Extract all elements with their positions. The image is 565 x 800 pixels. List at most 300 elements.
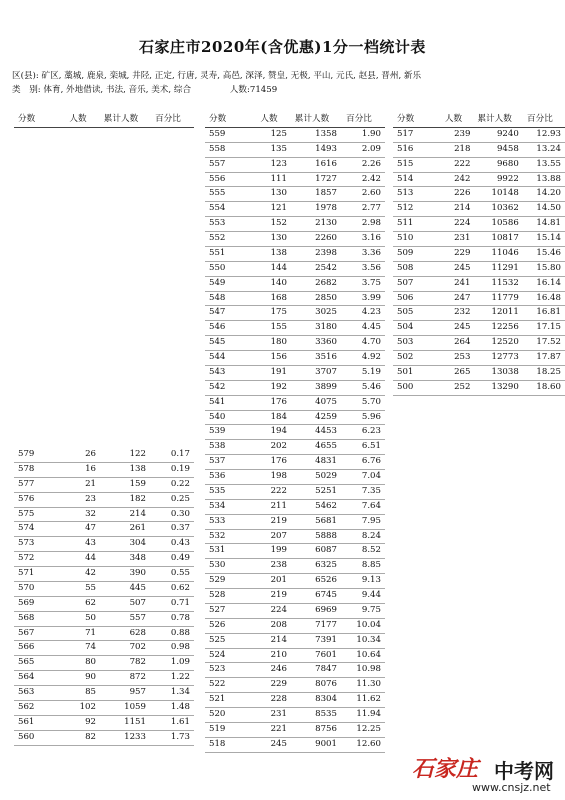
table-row <box>393 246 565 261</box>
cumulative-cell: 3516 <box>315 352 337 362</box>
count-cell: 242 <box>454 173 471 184</box>
table-row <box>393 351 565 366</box>
count-cell: 246 <box>270 664 287 675</box>
score-cell: 567 <box>18 627 35 638</box>
header-percent: 百分比 <box>527 114 553 124</box>
cumulative-cell: 1616 <box>315 158 337 169</box>
score-cell: 510 <box>397 233 414 243</box>
cumulative-cell: 1493 <box>315 143 337 154</box>
cumulative-cell: 4453 <box>315 426 337 437</box>
score-cell: 512 <box>397 203 414 214</box>
score-cell: 551 <box>209 247 226 258</box>
score-cell: 576 <box>18 493 35 504</box>
table-row <box>393 276 565 291</box>
categories-text: 类 别: 体育, 外地借读, 书法, 音乐, 美术, 综合 <box>12 85 192 95</box>
score-cell: 564 <box>18 672 35 683</box>
table-row <box>205 708 385 723</box>
header-count: 人数 <box>69 114 87 124</box>
score-cell: 528 <box>209 590 226 600</box>
cumulative-cell: 9922 <box>496 173 519 184</box>
score-cell: 538 <box>209 441 226 452</box>
cumulative-cell: 628 <box>129 627 146 638</box>
percent-cell: 0.17 <box>170 449 190 459</box>
count-cell: 219 <box>270 515 287 526</box>
cumulative-cell: 12520 <box>491 337 519 348</box>
table-row <box>205 261 385 276</box>
table-row <box>205 499 385 514</box>
count-cell: 175 <box>270 307 287 318</box>
cumulative-cell: 9001 <box>315 738 337 749</box>
score-cell: 507 <box>397 277 414 288</box>
cumulative-cell: 1151 <box>124 716 146 727</box>
table-col3 <box>393 113 565 396</box>
score-cell: 559 <box>209 128 226 139</box>
percent-cell: 7.64 <box>361 500 381 511</box>
count-cell: 264 <box>454 337 471 348</box>
table-row <box>205 693 385 708</box>
score-cell: 561 <box>18 716 35 727</box>
header-score: 分数 <box>397 114 415 124</box>
percent-cell: 0.43 <box>170 538 190 549</box>
header-cumulative: 累计人数 <box>477 114 512 124</box>
table-row <box>205 737 385 752</box>
cumulative-cell: 7391 <box>315 634 337 645</box>
percent-cell: 8.52 <box>361 545 381 556</box>
cumulative-cell: 214 <box>129 508 146 519</box>
score-cell: 527 <box>209 604 226 615</box>
count-cell: 62 <box>85 597 96 608</box>
score-cell: 533 <box>209 515 226 526</box>
table-row <box>205 395 385 410</box>
count-cell: 210 <box>270 649 287 660</box>
percent-cell: 0.88 <box>170 627 190 638</box>
count-cell: 253 <box>454 352 471 362</box>
score-cell: 553 <box>209 218 226 229</box>
percent-cell: 3.75 <box>361 277 381 288</box>
table-row <box>205 514 385 529</box>
score-cell: 579 <box>18 449 35 459</box>
count-cell: 231 <box>454 233 471 243</box>
percent-cell: 10.04 <box>356 619 381 630</box>
count-cell: 74 <box>85 642 96 653</box>
percent-cell: 9.75 <box>361 604 381 615</box>
cumulative-cell: 3899 <box>315 381 337 392</box>
score-cell: 500 <box>397 381 414 392</box>
count-cell: 222 <box>454 158 471 169</box>
score-cell: 518 <box>209 738 226 749</box>
score-cell: 570 <box>18 582 35 593</box>
percent-cell: 1.48 <box>170 701 190 712</box>
percent-cell: 11.62 <box>356 694 381 705</box>
header-cumulative: 累计人数 <box>103 114 139 124</box>
cumulative-cell: 6325 <box>315 560 337 571</box>
score-cell: 544 <box>209 352 226 362</box>
score-cell: 558 <box>209 143 226 154</box>
count-cell: 21 <box>85 478 96 489</box>
table-row <box>14 448 194 462</box>
cumulative-cell: 1978 <box>315 203 337 214</box>
cumulative-cell: 8756 <box>315 723 337 734</box>
percent-cell: 11.30 <box>356 679 381 690</box>
cumulative-cell: 3360 <box>315 337 337 348</box>
cumulative-cell: 13290 <box>491 381 519 392</box>
percent-cell: 2.26 <box>361 158 381 169</box>
cumulative-cell: 11532 <box>491 277 519 288</box>
percent-cell: 4.45 <box>361 322 381 333</box>
cumulative-cell: 6087 <box>315 545 337 556</box>
table-row <box>205 559 385 574</box>
count-cell: 55 <box>85 582 96 593</box>
count-cell: 176 <box>270 456 287 467</box>
header-cumulative: 累计人数 <box>294 114 330 124</box>
percent-cell: 9.44 <box>361 590 381 600</box>
table-row <box>205 187 385 202</box>
cumulative-cell: 1727 <box>315 173 337 184</box>
percent-cell: 14.50 <box>536 203 561 214</box>
cumulative-cell: 10362 <box>491 203 519 214</box>
score-cell: 545 <box>209 337 226 348</box>
categories-line <box>12 83 277 95</box>
score-cell: 519 <box>209 723 226 734</box>
percent-cell: 0.19 <box>170 463 190 474</box>
count-cell: 232 <box>454 307 471 318</box>
count-cell: 247 <box>454 292 471 303</box>
cumulative-cell: 10817 <box>491 233 519 243</box>
table-row <box>205 529 385 544</box>
score-cell: 504 <box>397 322 414 333</box>
score-cell: 532 <box>209 530 226 541</box>
cumulative-cell: 261 <box>129 523 146 534</box>
percent-cell: 1.22 <box>170 672 190 683</box>
score-cell: 502 <box>397 352 414 362</box>
score-cell: 540 <box>209 411 226 422</box>
percent-cell: 0.71 <box>170 597 190 608</box>
percent-cell: 2.77 <box>361 203 381 214</box>
cumulative-cell: 12773 <box>491 352 519 362</box>
cumulative-cell: 1358 <box>315 128 337 139</box>
cumulative-cell: 957 <box>129 687 146 697</box>
count-cell: 202 <box>270 441 287 452</box>
count-cell: 130 <box>270 233 287 243</box>
count-cell: 155 <box>270 322 287 333</box>
percent-cell: 6.51 <box>361 441 381 452</box>
percent-cell: 2.98 <box>361 218 381 229</box>
percent-cell: 9.13 <box>361 575 381 586</box>
table-row <box>205 336 385 351</box>
count-cell: 245 <box>454 262 471 273</box>
count-cell: 192 <box>270 381 287 392</box>
percent-cell: 0.49 <box>170 553 190 564</box>
count-cell: 214 <box>454 203 471 214</box>
table-row <box>205 157 385 172</box>
table-row <box>205 678 385 693</box>
table-row <box>393 336 565 351</box>
cumulative-cell: 4075 <box>315 396 337 407</box>
table-row <box>205 440 385 455</box>
percent-cell: 1.34 <box>170 687 190 697</box>
percent-cell: 0.25 <box>170 493 190 504</box>
percent-cell: 3.99 <box>361 292 381 303</box>
percent-cell: 15.46 <box>536 247 561 258</box>
percent-cell: 4.92 <box>361 352 381 362</box>
districts-line: 区(县): 矿区, 藁城, 鹿泉, 栾城, 井陉, 正定, 行唐, 灵寿, 高邑, 深泽, 赞皇, 无极, 平山, 元氏, 赵县, 晋州, 新乐 <box>12 71 422 81</box>
table-row <box>205 172 385 187</box>
score-cell: 536 <box>209 471 226 481</box>
percent-cell: 10.64 <box>356 649 381 660</box>
score-cell: 550 <box>209 262 226 273</box>
count-cell: 23 <box>85 493 96 504</box>
cumulative-cell: 3707 <box>315 366 337 377</box>
score-cell: 526 <box>209 619 226 630</box>
cumulative-cell: 8076 <box>315 679 337 690</box>
cumulative-cell: 348 <box>129 553 146 564</box>
percent-cell: 5.96 <box>361 411 381 422</box>
score-cell: 546 <box>209 322 226 333</box>
cumulative-cell: 11779 <box>491 292 519 303</box>
count-cell: 238 <box>270 560 287 571</box>
table-row <box>205 484 385 499</box>
score-cell: 520 <box>209 709 226 719</box>
score-cell: 557 <box>209 158 226 169</box>
count-cell: 229 <box>270 679 287 690</box>
percent-cell: 17.52 <box>536 337 561 348</box>
table-row <box>205 217 385 232</box>
cumulative-cell: 2130 <box>315 218 337 229</box>
header-count: 人数 <box>444 114 463 124</box>
table-row <box>14 671 194 686</box>
count-cell: 239 <box>454 128 471 139</box>
cumulative-cell: 4655 <box>315 441 337 452</box>
table-row <box>14 686 194 701</box>
count-cell: 231 <box>270 709 287 719</box>
count-cell: 191 <box>270 366 287 377</box>
percent-cell: 8.24 <box>361 530 381 541</box>
score-cell: 517 <box>397 128 414 139</box>
score-cell: 537 <box>209 456 226 467</box>
count-cell: 224 <box>454 218 471 229</box>
count-cell: 198 <box>270 471 287 481</box>
score-cell: 577 <box>18 478 35 489</box>
cumulative-cell: 2398 <box>315 247 337 258</box>
percent-cell: 13.24 <box>536 143 561 154</box>
percent-cell: 17.15 <box>536 322 561 333</box>
cumulative-cell: 8304 <box>315 694 337 705</box>
cumulative-cell: 8535 <box>315 709 337 719</box>
table-row <box>14 700 194 715</box>
count-cell: 245 <box>454 322 471 333</box>
cumulative-cell: 3180 <box>315 322 337 333</box>
percent-cell: 12.60 <box>356 738 381 749</box>
percent-cell: 6.23 <box>361 426 381 437</box>
percent-cell: 14.20 <box>536 188 561 199</box>
percent-cell: 15.14 <box>536 233 561 243</box>
score-cell: 566 <box>18 642 35 653</box>
count-cell: 26 <box>85 449 96 459</box>
score-cell: 514 <box>397 173 414 184</box>
header-score: 分数 <box>18 114 36 124</box>
cumulative-cell: 11046 <box>491 247 519 258</box>
table-row <box>205 618 385 633</box>
table-row <box>393 232 565 247</box>
cumulative-cell: 3025 <box>315 307 337 318</box>
count-cell: 168 <box>270 292 287 303</box>
table-row <box>14 567 194 582</box>
cumulative-cell: 7601 <box>315 649 337 660</box>
score-cell: 563 <box>18 687 35 697</box>
table-row <box>205 351 385 366</box>
percent-cell: 0.62 <box>170 582 190 593</box>
score-cell: 513 <box>397 188 414 199</box>
count-cell: 252 <box>454 381 471 392</box>
score-cell: 562 <box>18 701 35 712</box>
cumulative-cell: 4259 <box>315 411 337 422</box>
site-watermark <box>412 752 562 796</box>
percent-cell: 2.09 <box>361 143 381 154</box>
cumulative-cell: 2850 <box>315 292 337 303</box>
count-cell: 224 <box>270 604 287 615</box>
score-cell: 565 <box>18 657 35 668</box>
cumulative-cell: 304 <box>129 538 146 549</box>
percent-cell: 0.30 <box>170 508 190 519</box>
count-cell: 140 <box>270 277 287 288</box>
header-row <box>14 113 194 127</box>
count-cell: 90 <box>85 672 96 683</box>
percent-cell: 1.09 <box>170 657 190 668</box>
cumulative-cell: 5251 <box>315 485 337 496</box>
total-count: 人数:71459 <box>229 85 278 95</box>
cumulative-cell: 2542 <box>315 262 337 273</box>
percent-cell: 2.42 <box>361 173 381 184</box>
count-cell: 85 <box>85 687 96 697</box>
score-cell: 530 <box>209 560 226 571</box>
percent-cell: 14.81 <box>536 218 561 229</box>
percent-cell: 11.94 <box>356 709 381 719</box>
count-cell: 123 <box>270 158 287 169</box>
table-row <box>393 321 565 336</box>
table-row <box>14 462 194 477</box>
count-cell: 44 <box>85 553 96 564</box>
percent-cell: 5.19 <box>361 366 381 377</box>
count-cell: 16 <box>85 463 96 474</box>
count-cell: 125 <box>270 128 287 139</box>
percent-cell: 1.90 <box>361 128 381 139</box>
percent-cell: 10.98 <box>356 664 381 675</box>
count-cell: 47 <box>85 523 96 534</box>
table-row <box>205 202 385 217</box>
table-row <box>205 648 385 663</box>
table-row <box>14 611 194 626</box>
score-cell: 575 <box>18 508 35 519</box>
table-row <box>205 142 385 157</box>
score-cell: 574 <box>18 523 35 534</box>
table-row <box>393 365 565 380</box>
count-cell: 80 <box>85 657 96 668</box>
score-cell: 524 <box>209 649 226 660</box>
cumulative-cell: 2682 <box>315 277 337 288</box>
score-cell: 501 <box>397 366 414 377</box>
table-row <box>14 730 194 745</box>
table-row <box>205 603 385 618</box>
cumulative-cell: 7847 <box>315 664 337 675</box>
count-cell: 111 <box>270 173 287 184</box>
table-row <box>393 157 565 172</box>
table-row <box>14 641 194 656</box>
percent-cell: 7.35 <box>361 485 381 496</box>
table-col1 <box>14 448 194 746</box>
table-row <box>205 633 385 648</box>
score-cell: 515 <box>397 158 414 169</box>
count-cell: 219 <box>270 590 287 600</box>
table-row <box>205 365 385 380</box>
cumulative-cell: 782 <box>129 657 146 668</box>
percent-cell: 5.46 <box>361 381 381 392</box>
percent-cell: 0.22 <box>170 478 190 489</box>
score-cell: 503 <box>397 337 414 348</box>
cumulative-cell: 2260 <box>315 233 337 243</box>
percent-cell: 15.80 <box>536 262 561 273</box>
count-cell: 194 <box>270 426 287 437</box>
percent-cell: 7.95 <box>361 515 381 526</box>
cumulative-cell: 13038 <box>491 366 519 377</box>
table-row <box>393 172 565 187</box>
cumulative-cell: 1233 <box>124 731 146 742</box>
cumulative-cell: 1059 <box>124 701 146 712</box>
score-cell: 523 <box>209 664 226 675</box>
score-cell: 531 <box>209 545 226 556</box>
percent-cell: 0.37 <box>170 523 190 534</box>
score-cell: 578 <box>18 463 35 474</box>
score-cell: 535 <box>209 485 226 496</box>
table-row <box>14 492 194 507</box>
header-score: 分数 <box>209 114 227 124</box>
score-cell: 555 <box>209 188 226 199</box>
table-row <box>14 626 194 641</box>
score-cell: 573 <box>18 538 35 549</box>
percent-cell: 12.93 <box>536 128 561 139</box>
count-cell: 71 <box>85 627 96 638</box>
cumulative-cell: 9240 <box>496 128 519 139</box>
header-count: 人数 <box>260 114 278 124</box>
score-cell: 547 <box>209 307 226 318</box>
table-row <box>14 552 194 567</box>
table-row <box>393 142 565 157</box>
watermark-site-name: 中考网 <box>494 759 554 783</box>
count-cell: 43 <box>85 538 96 549</box>
cumulative-cell: 5681 <box>315 515 337 526</box>
score-cell: 568 <box>18 612 35 623</box>
score-cell: 554 <box>209 203 226 214</box>
table-row <box>205 276 385 291</box>
percent-cell: 2.60 <box>361 188 381 199</box>
count-cell: 176 <box>270 396 287 407</box>
score-cell: 548 <box>209 292 226 303</box>
cumulative-cell: 702 <box>129 642 146 653</box>
count-cell: 208 <box>270 619 287 630</box>
table-row <box>14 507 194 522</box>
percent-cell: 18.25 <box>536 366 561 377</box>
count-cell: 144 <box>270 262 287 273</box>
cumulative-cell: 10586 <box>491 218 519 229</box>
percent-cell: 8.85 <box>361 560 381 571</box>
score-cell: 543 <box>209 366 226 377</box>
table-row <box>205 544 385 559</box>
score-cell: 509 <box>397 247 414 258</box>
count-cell: 226 <box>454 188 471 199</box>
table-row <box>205 306 385 321</box>
cumulative-cell: 6745 <box>315 590 337 600</box>
cumulative-cell: 182 <box>129 493 146 504</box>
score-cell: 506 <box>397 292 414 303</box>
